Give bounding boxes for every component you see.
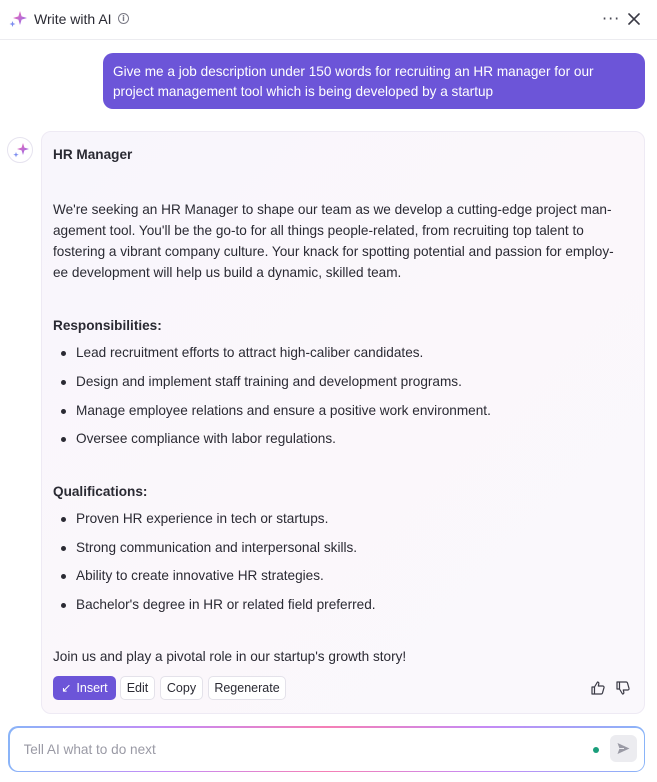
status-dot [593,747,599,753]
panel-title: Write with AI [34,11,112,27]
ai-sparkle-icon [12,142,30,160]
intro-line: fostering a vibrant company culture. Your knack for spotting potential and passion for employ- [53,244,614,259]
list-item: Ability to create innovative HR strategies. [76,568,324,583]
thumbs-down-icon[interactable] [615,680,631,696]
edit-button[interactable]: Edit [120,676,155,700]
insert-label: Insert [76,681,108,695]
bullet-icon [61,351,66,356]
bullet-icon [61,517,66,522]
user-message-bubble: Give me a job description under 150 words for recruiting an HR manager for our project management tool which is being developed by a startup [103,53,645,109]
insert-button[interactable] [53,676,116,700]
bullet-icon [61,574,66,579]
prompt-input[interactable] [24,739,584,761]
intro-line: agement tool. You'll be the go-to for all things people-related, from recruiting top talent to [53,223,584,238]
bullet-icon [61,437,66,442]
prompt-input-box [10,728,644,771]
info-icon[interactable]: i [118,13,129,24]
list-item: Lead recruitment efforts to attract high-caliber candidates. [76,345,424,360]
more-horizontal-icon[interactable]: ··· [602,9,621,28]
ai-response-card [41,131,645,714]
list-item: Manage employee relations and ensure a positive work environment. [76,403,491,418]
intro-line: ee development will help us build a dynamic, skilled team. [53,265,402,280]
send-button[interactable] [610,735,637,762]
list-item: Strong communication and interpersonal skills. [76,540,358,555]
list-item: Bachelor's degree in HR or related field preferred. [76,597,376,612]
close-icon[interactable] [624,9,644,29]
bullet-icon [61,546,66,551]
response-title: HR Manager [53,147,133,162]
list-item: Design and implement staff training and development programs. [76,374,462,389]
list-item: Oversee compliance with labor regulations. [76,431,336,446]
closing-line: Join us and play a pivotal role in our startup's growth story! [53,649,407,664]
qualifications-heading: Qualifications: [53,484,148,499]
intro-line: We're seeking an HR Manager to shape our team as we develop a cutting-edge project man- [53,202,612,217]
ai-sparkle-icon [8,10,28,30]
list-item: Proven HR experience in tech or startups. [76,511,329,526]
prompt-input-container [8,726,645,772]
thumbs-up-icon[interactable] [590,680,606,696]
panel-header [0,0,657,40]
send-icon [616,741,631,756]
responsibilities-heading: Responsibilities: [53,318,162,333]
bullet-icon [61,603,66,608]
bullet-icon [61,380,66,385]
regenerate-button[interactable]: Regenerate [208,676,286,700]
copy-button[interactable]: Copy [160,676,203,700]
arrow-down-left-icon: ↙ [61,681,72,695]
ai-avatar [7,137,33,163]
bullet-icon [61,409,66,414]
